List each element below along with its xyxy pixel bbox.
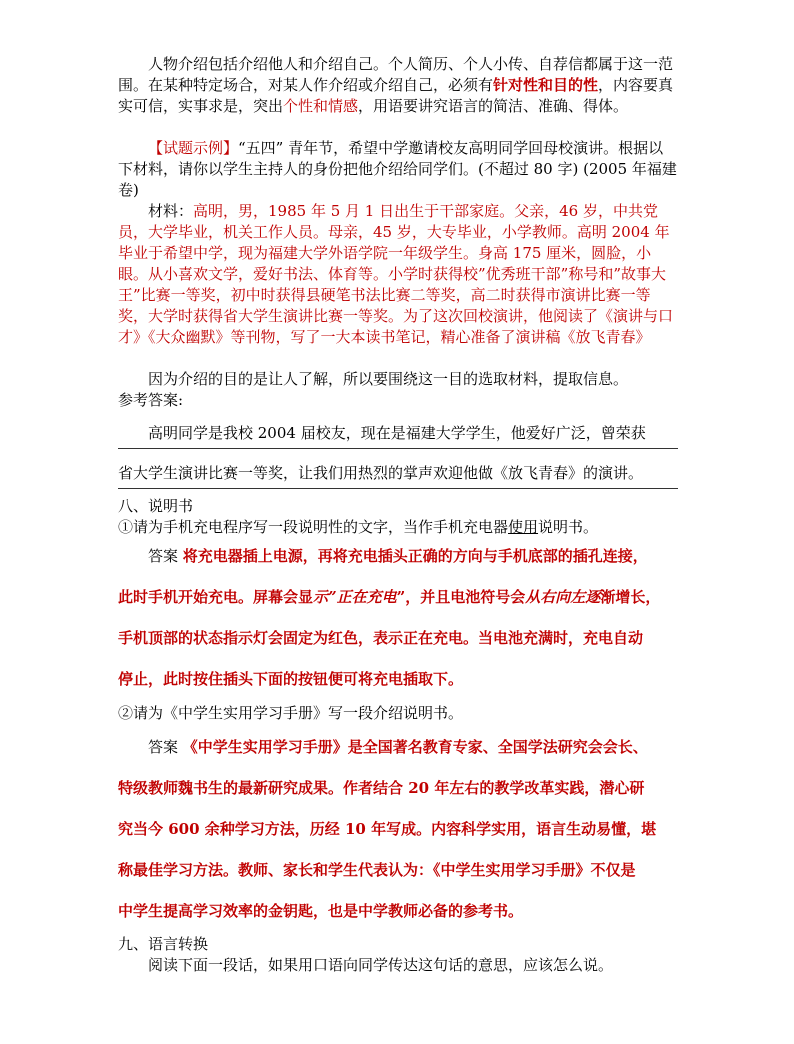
answer-rule-1 [118,448,678,449]
explain-paragraph [118,369,678,390]
intro-highlight-purpose: 针对性和目的性 [493,76,599,94]
section8-question-1 [118,517,678,538]
intro-text-2: ，内容要真实可信，实事求是，突出 [118,76,674,115]
answer-2-line-2: 特级教师魏书生的最新研究成果。作者结合 20 年左右的教学改革实践，潜心研 [118,779,645,797]
answer-2-line-3: 究当今 600 余种学习方法，历经 10 年写成。内容科学实用，语言生动易懂，堪 [118,820,657,838]
answer-1-text-1: 将充电器插上电源，再将充电插头正确的方向与手机底部的插孔连接， [182,547,648,565]
answer-line-1: 高明同学是我校 2004 届校友，现在是福建大学学生，他爱好广泛，曾荣获 [148,424,646,442]
q1-text-2: 说明书。 [538,518,599,536]
answer-1-label: 答案 [148,547,179,565]
q1-underlined: 使用 [508,518,539,536]
intro-paragraph [118,54,678,117]
answer-1-text-2e: 渐增长， [600,588,661,606]
section8-question-2: ②请为《中学生实用学习手册》写一段介绍说明书。 [118,704,464,722]
answer-2-line-1 [118,736,678,758]
answer-1-line-4: 停止，此时按住插头下面的按钮便可将充电插取下。 [118,670,464,688]
answer-rule-2 [118,488,678,489]
intro-highlight-personality: 个性和情感 [283,97,359,115]
answer-label-text: 参考答案: [118,391,184,409]
answer-1-text-2a: 此时手机开始充电。屏幕会显 [118,588,314,606]
answer-1-line-1 [118,545,678,567]
section9-text: 阅读下面一段话，如果用口语向同学传达这句话的意思，应该怎么说。 [148,956,614,974]
answer-label [118,390,678,411]
answer-1-line-2 [118,586,678,608]
example-paragraph [118,138,678,201]
answer-1-text-2b: 示”正在充电 [313,588,397,606]
answer-2-label: 答案 [148,738,179,756]
material-paragraph [118,201,678,348]
answer-2-line-5: 中学生提高学习效率的金钥匙，也是中学教师必备的参考书。 [118,902,524,920]
answer-1-line-3: 手机顶部的状态指示灯会固定为红色，表示正在充电。当电池充满时，充电自动 [118,629,644,647]
section8-heading: 八、说明书 [118,497,194,515]
explain-text: 因为介绍的目的是让人了解，所以要围绕这一目的选取材料，提取信息。 [148,370,629,388]
material-text: 高明，男，1985 年 5 月 1 日出生于干部家庭。父亲，46 岁，中共党员，大学毕业，机关工作人员。母亲，45 岁，大专毕业，小学教师。高明 2004 年毕业于希望中学，现为福建大学外语学院一年级学生。身高 175 厘米，圆脸，小眼。从小喜欢文学，爱好书法、体育等。小学时获得校”优秀班干部”称号和”故事大王”比赛一等奖，初中时获得县硬笔书法比赛二等奖，高二时获得市演讲比赛一等奖，大学时获得省大学生演讲比赛一等奖。为了这次回校演讲，他阅读了《演讲与口才》《大众幽默》等刊物，写了一大本读书笔记，精心准备了演讲稿《放飞青春》 [118,202,674,346]
answer-1-text-2c: ”，并且电池符号会 [396,588,526,606]
material-label: 材料： [148,202,194,220]
intro-text-3: ，用语要讲究语言的简洁、准确、得体。 [358,97,629,115]
answer-2-text-1: 《中学生实用学习手册》是全国著名教育专家、全国学法研究会会长、 [182,738,648,756]
answer-1-text-2d: 从右向左逐 [525,588,601,606]
q1-text: ①请为手机充电程序写一段说明性的文字，当作手机充电器 [118,518,509,536]
answer-2-line-4: 称最佳学习方法。教师、家长和学生代表认为：《中学生实用学习手册》不仅是 [118,861,636,879]
example-text: “五四” 青年节，希望中学邀请校友高明同学回母校演讲。根据以下材料，请你以学生主持人的身份把他介绍给同学们。(不超过 80 字) (2005 年福建卷) [118,139,677,199]
answer-line-2: 省大学生演讲比赛一等奖，让我们用热烈的掌声欢迎他做《放飞青春》的演讲。 [118,464,644,482]
intro-text: 人物介绍包括介绍他人和介绍自己。个人简历、个人小传、自荐信都属于这一范围。在某种特定场合，对某人作介绍或介绍自己，必须有 [118,55,674,94]
example-title: 【试题示例】 [148,139,239,157]
section9-heading: 九、语言转换 [118,935,209,953]
